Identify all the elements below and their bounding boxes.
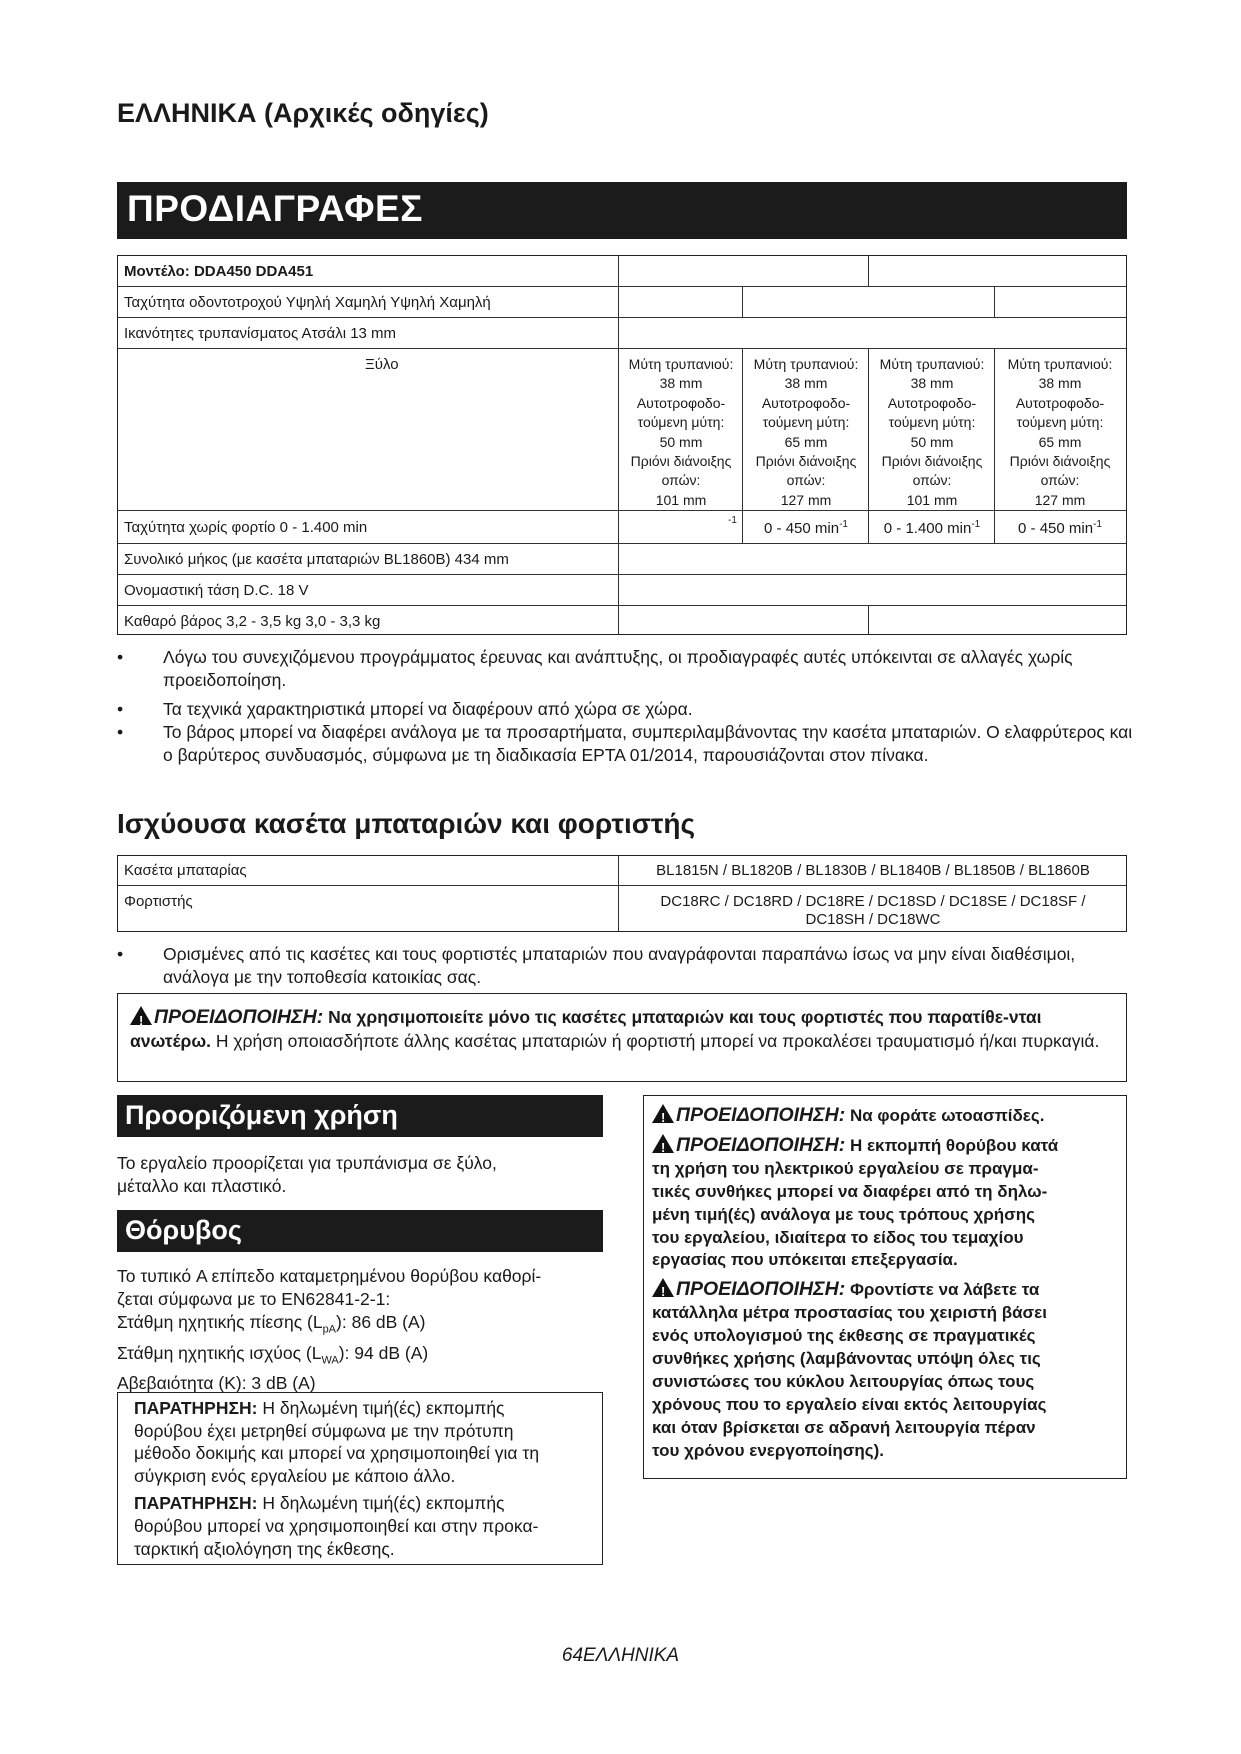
noise-notes-box (117, 1392, 603, 1565)
gear-speed-row: Ταχύτητα οδοντοτροχού Υψηλή Χαμηλή Υψηλή Χαμηλή (124, 294, 491, 311)
charger-label: Φορτιστής (124, 893, 193, 910)
spec-note-3: • Το βάρος μπορεί να διαφέρει ανάλογα με τα προσαρτήματα, συμπεριλαμβάνοντας την κασέτα μπαταριών. Ο ελαφρύτερος και ο βαρύτερος συνδυασμός, σύμφωνα με τη διαδικασία EPTA 01/2014, παρουσιάζονται στον πίνακα. (117, 722, 1133, 765)
overall-length-row: Συνολικό μήκος (με κασέτα μπαταριών BL1860B) 434 mm (124, 551, 509, 568)
noise-warnings-box (643, 1095, 1127, 1479)
no-load-sup: -1 (728, 515, 737, 526)
warning-icon: ! (652, 1104, 674, 1123)
battery-label: Κασέτα μπαταρίας (124, 862, 247, 879)
warning-operator-protection: ! ΠΡΟΕΙΔΟΠΟΙΗΣΗ: Φροντίστε να λάβετε τα κατάλληλα μέτρα προστασίας του χειριστή βάσει ενός υπολογισμού της έκθεσης σε πραγματικές συνθήκες χρήσης (λαμβάνοντας υπόψη όλες τις συνιστώσες του κύκλου λειτουργίας όπως τους χρόνους που το εργαλείο είναι εκτός λειτουργίας και όταν βρίσκεται σε αδρανή λειτουργία πέραν του χρόνου ενεργοποίησης). (652, 1278, 1047, 1460)
sound-power-level: Στάθμη ηχητικής ισχύος $(L_{WA})$: 94 dB (A) (117, 1342, 429, 1366)
noise-heading: Θόρυβος (117, 1210, 603, 1252)
sound-pressure-level: Στάθμη ηχητικής πίεσης $(L_{pA})$: 86 dB (A) (117, 1312, 426, 1336)
capacity-row: Ικανότητες τρυπανίσματος Ατσάλι 13 mm (124, 325, 397, 342)
noise-note-1: ΠΑΡΑΤΗΡΗΣΗ: Η δηλωμένη τιμή(ές) εκπομπής θορύβου έχει μετρηθεί σύμφωνα με την πρότυπη μέθοδο δοκιμής και μπορεί να χρησιμοποιηθεί για τη σύγκριση ενός εργαλείου με κάποιο άλλο. (134, 1398, 540, 1486)
spec-note-1: • Λόγω του συνεχιζόμενου προγράμματος έρευνας και ανάπτυξης, οι προδιαγραφές αυτές υπόκεινται σε αλλαγές χωρίς προειδοποίηση. (117, 647, 1073, 690)
no-load-speed-label: Ταχύτητα χωρίς φορτίο 0 - 1.400 min (124, 519, 368, 536)
warning-icon: ! (652, 1134, 674, 1153)
warning-noise-emission: ! ΠΡΟΕΙΔΟΠΟΙΗΣΗ: Η εκπομπή θορύβου κατά τη χρήση του ηλεκτρικού εργαλείου σε πραγμα- τικές συνθήκες μπορεί να διαφέρει από τη δηλω- μένη τιμή(ές) ανάλογα με τους τρόπους χρήσης του εργαλείου, ιδιαίτερα το είδος του τεμαχίου εργασίας που υπόκειται επεξεργασία. (652, 1133, 1059, 1270)
noise-note-2: ΠΑΡΑΤΗΡΗΣΗ: Η δηλωμένη τιμή(ές) εκπομπής θορύβου μπορεί να χρησιμοποιηθεί και στην προκα- ταρκτική αξιολόγηση της έκθεσης. (134, 1493, 539, 1559)
battery-availability-note: • Ορισμένες από τις κασέτες και τους φορτιστές μπαταριών που αναγράφονται παραπάνω ίσως να μην είναι διαθέσιμοι, ανάλογα με την τοποθεσία κατοικίας σας. (117, 944, 1076, 987)
intended-use-text: Το εργαλείο προορίζεται για τρυπάνισμα σε ξύλο, μέταλλο και πλαστικό. (117, 1153, 497, 1196)
no-load-value-3: 0 - 1.400 $\min^{-1}$ (883, 519, 981, 537)
battery-warning-box: ! ΠΡΟΕΙΔΟΠΟΙΗΣΗ: Να χρησιμοποιείτε μόνο τις κασέτες μπαταριών και τους φορτιστές που παρατίθε-νται ανωτέρω. Η χρήση οποιασδήποτε άλλης κασέτας μπαταριών ή φορτιστή μπορεί να προκαλέσει τραυματισμό ή/και πυρκαγιά. (117, 993, 1127, 1082)
warning-icon: ! (130, 1006, 152, 1025)
intended-use-heading: Προοριζόμενη χρήση (117, 1095, 603, 1137)
model-row: Μοντέλο: DDA450 DDA451 (124, 263, 314, 280)
wood-label: Ξύλο (365, 356, 399, 373)
wood-cell-4: Μύτη τρυπανιού: 38 mm Αυτοτροφοδο- τούμενη μύτη: 65 mm Πριόνι διάνοιξης οπών: 127 mm (1007, 356, 1113, 508)
wood-cell-2: Μύτη τρυπανιού: 38 mm Αυτοτροφοδο- τούμενη μύτη: 65 mm Πριόνι διάνοιξης οπών: 127 mm (753, 356, 859, 508)
battery-section-title: Ισχύουσα κασέτα μπαταριών και φορτιστής (117, 808, 696, 839)
no-load-value-4: 0 - 450 $\min^{-1}$ (1018, 519, 1102, 537)
spec-note-2: • Τα τεχνικά χαρακτηριστικά μπορεί να διαφέρουν από χώρα σε χώρα. (117, 699, 693, 719)
warning-ear-protection: ! ΠΡΟΕΙΔΟΠΟΙΗΣΗ: Να φοράτε ωτοασπίδες. (652, 1104, 1118, 1128)
page-footer: 64ΕΛΛΗΝΙΚΑ (561, 1645, 680, 1666)
noise-text: Το τυπικό A επίπεδο καταμετρημένου θορύβου καθορί- ζεται σύμφωνα με το EN62841-2-1: Στάθμη ηχητικής πίεσης $(L_{pA})$: 86 dB (A) Στάθμη ηχητικής ισχύος $(L_{WA})$: 94 dB (A) Αβεβαιότητα (K): 3 dB (A) (117, 1265, 603, 1395)
warning-icon: ! (652, 1278, 674, 1297)
specifications-banner: ΠΡΟΔΙΑΓΡΑΦΕΣ (117, 182, 1127, 239)
net-weight-row: Καθαρό βάρος 3,2 - 3,5 kg 3,0 - 3,3 kg (124, 613, 381, 630)
wood-cell-3: Μύτη τρυπανιού: 38 mm Αυτοτροφοδο- τούμενη μύτη: 50 mm Πριόνι διάνοιξης οπών: 101 mm (879, 356, 985, 508)
rated-voltage-row: Ονομαστική τάση D.C. 18 V (124, 582, 309, 599)
spec-table (117, 255, 1127, 635)
wood-cell-1: Μύτη τρυπανιού: 38 mm Αυτοτροφοδο- τούμενη μύτη: 50 mm Πριόνι διάνοιξης οπών: 101 mm (628, 356, 734, 508)
battery-value: BL1815N / BL1820B / BL1830B / BL1840B / BL1850B / BL1860B (656, 862, 1090, 879)
battery-table (117, 855, 1127, 932)
no-load-value-2: 0 - 450 $\min^{-1}$ (764, 519, 848, 537)
language-title: ΕΛΛΗΝΙΚΑ (Αρχικές οδηγίες) (117, 98, 489, 128)
charger-value: DC18RC / DC18RD / DC18RE / DC18SD / DC18SE / DC18SF / DC18SH / DC18WC (660, 893, 1086, 928)
